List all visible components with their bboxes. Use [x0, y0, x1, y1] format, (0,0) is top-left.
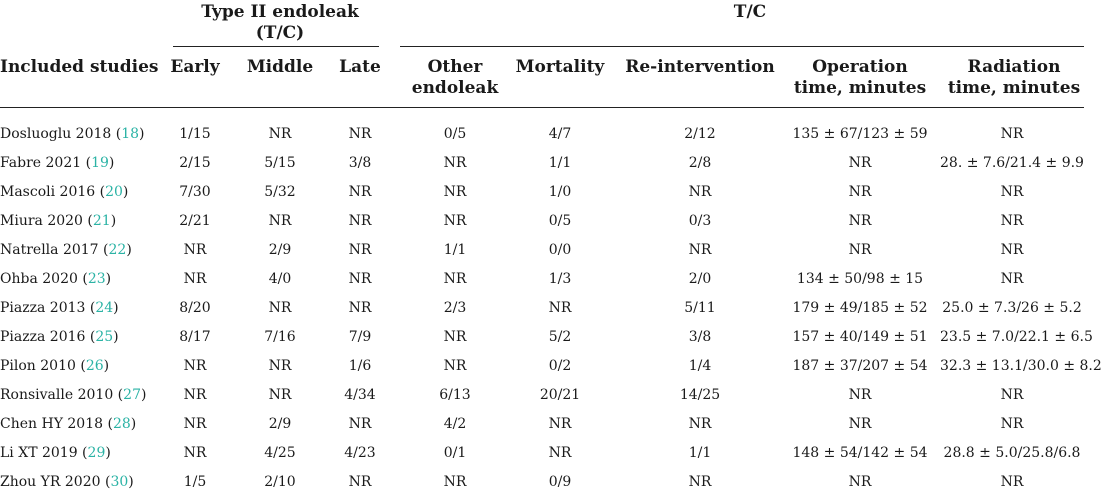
- cell-reint: NR: [688, 184, 712, 200]
- cell-mortality: NR: [548, 300, 572, 316]
- cell-operation: 148 ± 54/142 ± 54: [792, 445, 928, 461]
- reference-link[interactable]: 26: [85, 358, 104, 374]
- cell-reint: 2/12: [684, 126, 716, 142]
- group-header-tc: T/C: [733, 2, 767, 22]
- cell-study: Ronsivalle 2010 (27): [0, 387, 147, 403]
- cell-reint: 1/1: [688, 445, 712, 461]
- cell-other: NR: [443, 155, 467, 171]
- cell-early: NR: [183, 242, 207, 258]
- rule-tc-group: [400, 46, 1084, 47]
- cell-reint: NR: [688, 416, 712, 432]
- cell-other: NR: [443, 184, 467, 200]
- table-row: [0, 323, 1093, 352]
- study-name: Pilon 2010: [0, 358, 76, 374]
- cell-late: 1/6: [348, 358, 372, 374]
- table-row: [0, 178, 1084, 207]
- reference-link[interactable]: 24: [95, 300, 114, 316]
- cell-mortality: 5/2: [548, 329, 572, 345]
- reference-link[interactable]: 27: [123, 387, 141, 403]
- col-header-early: Early: [170, 57, 220, 77]
- table-row: [0, 439, 1084, 468]
- cell-operation: NR: [848, 155, 872, 171]
- study-name: Miura 2020: [0, 213, 83, 229]
- cell-reint: 3/8: [688, 329, 712, 345]
- reference-link[interactable]: 22: [108, 242, 127, 258]
- reference-link[interactable]: 28: [112, 416, 131, 432]
- reference-link[interactable]: 21: [92, 213, 111, 229]
- cell-operation: 135 ± 67/123 ± 59: [792, 126, 928, 142]
- col-header-radiation-line1: Radiation: [967, 57, 1061, 77]
- cell-early: NR: [183, 358, 207, 374]
- cell-early: 8/20: [179, 300, 211, 316]
- cell-reint: 1/4: [688, 358, 712, 374]
- reference-link[interactable]: 29: [87, 445, 106, 461]
- col-header-other-line1: Other: [427, 57, 483, 77]
- table-row: [0, 265, 1084, 294]
- table-row: [0, 236, 1084, 265]
- study-name: Dosluoglu 2018: [0, 126, 112, 142]
- cell-study: Li XT 2019 (29): [0, 445, 111, 461]
- cell-middle: 7/16: [264, 329, 296, 345]
- study-name: Fabre 2021: [0, 155, 82, 171]
- study-name: Piazza 2013: [0, 300, 86, 316]
- table-row: [0, 352, 1102, 381]
- cell-late: 4/34: [344, 387, 376, 403]
- cell-radiation: NR: [1000, 213, 1024, 229]
- cell-radiation: NR: [1000, 184, 1024, 200]
- cell-study: Miura 2020 (21): [0, 213, 117, 229]
- cell-radiation: 28.8 ± 5.0/25.8/6.8: [943, 445, 1081, 461]
- reference-link[interactable]: 25: [95, 329, 114, 345]
- cell-operation: 187 ± 37/207 ± 54: [792, 358, 928, 374]
- cell-operation: 134 ± 50/98 ± 15: [796, 271, 924, 287]
- cell-operation: NR: [848, 213, 872, 229]
- cell-early: 1/15: [179, 126, 211, 142]
- cell-study: Ohba 2020 (23): [0, 271, 112, 287]
- reference-link[interactable]: 19: [91, 155, 109, 171]
- cell-middle: 5/15: [264, 155, 296, 171]
- cell-early: 1/5: [183, 474, 207, 490]
- cell-operation: NR: [848, 387, 872, 403]
- cell-late: NR: [348, 271, 372, 287]
- cell-late: NR: [348, 126, 372, 142]
- table-row: [0, 410, 1084, 439]
- cell-radiation: 23.5 ± 7.0/22.1 ± 6.5: [940, 329, 1093, 345]
- cell-middle: NR: [268, 358, 292, 374]
- cell-early: NR: [183, 271, 207, 287]
- cell-reint: 0/3: [688, 213, 712, 229]
- study-name: Zhou YR 2020: [0, 474, 101, 490]
- group-header-type2-title: Type II endoleak: [201, 2, 359, 22]
- reference-link[interactable]: 18: [121, 126, 140, 142]
- cell-study: Mascoli 2016 (20): [0, 184, 129, 200]
- cell-late: NR: [348, 213, 372, 229]
- cell-early: 2/15: [179, 155, 211, 171]
- cell-mortality: 0/0: [548, 242, 572, 258]
- study-name: Piazza 2016: [0, 329, 86, 345]
- reference-link[interactable]: 30: [110, 474, 129, 490]
- cell-study: Natrella 2017 (22): [0, 242, 132, 258]
- col-header-middle: Middle: [246, 57, 314, 77]
- cell-reint: 5/11: [684, 300, 716, 316]
- group-header-type2-endoleak: [175, 2, 385, 44]
- cell-other: 4/2: [443, 416, 467, 432]
- cell-reint: 2/8: [688, 155, 712, 171]
- cell-middle: 2/9: [268, 416, 292, 432]
- study-name: Ronsivalle 2010: [0, 387, 114, 403]
- cell-other: 0/1: [443, 445, 467, 461]
- cell-other: NR: [443, 329, 467, 345]
- cell-mortality: 4/7: [548, 126, 572, 142]
- cell-radiation: NR: [1000, 271, 1024, 287]
- cell-middle: 2/10: [264, 474, 296, 490]
- cell-middle: 2/9: [268, 242, 292, 258]
- study-name: Li XT 2019: [0, 445, 78, 461]
- cell-other: 2/3: [443, 300, 467, 316]
- cell-study: Fabre 2021 (19): [0, 155, 115, 171]
- cell-middle: NR: [268, 126, 292, 142]
- rule-header-bottom: [0, 107, 1084, 108]
- cell-other: 0/5: [443, 126, 467, 142]
- cell-mortality: 1/1: [548, 155, 572, 171]
- table-row: [0, 381, 1084, 410]
- col-header-radiation-line2: time, minutes: [947, 78, 1081, 98]
- cell-operation: NR: [848, 184, 872, 200]
- study-name: Mascoli 2016: [0, 184, 96, 200]
- rule-type2-group: [173, 46, 379, 47]
- cell-study: Dosluoglu 2018 (18): [0, 126, 145, 142]
- cell-other: NR: [443, 358, 467, 374]
- cell-study: Piazza 2016 (25): [0, 329, 119, 345]
- cell-radiation: NR: [1000, 387, 1024, 403]
- cell-middle: 4/0: [268, 271, 292, 287]
- cell-mortality: NR: [548, 416, 572, 432]
- cell-early: NR: [183, 416, 207, 432]
- cell-radiation: NR: [1000, 416, 1024, 432]
- cell-early: NR: [183, 445, 207, 461]
- cell-early: NR: [183, 387, 207, 403]
- cell-operation: NR: [848, 242, 872, 258]
- cell-radiation: 28. ± 7.6/21.4 ± 9.9: [940, 155, 1084, 171]
- cell-middle: 4/25: [264, 445, 296, 461]
- col-header-operation-time: [790, 57, 930, 99]
- cell-late: NR: [348, 184, 372, 200]
- cell-early: 7/30: [179, 184, 211, 200]
- cell-study: Chen HY 2018 (28): [0, 416, 137, 432]
- table-row: [0, 468, 1084, 497]
- cell-middle: 5/32: [264, 184, 296, 200]
- cell-radiation: NR: [1000, 474, 1024, 490]
- cell-operation: 179 ± 49/185 ± 52: [792, 300, 928, 316]
- cell-late: 4/23: [344, 445, 376, 461]
- reference-link[interactable]: 23: [87, 271, 106, 287]
- table-row: [0, 120, 1084, 149]
- cell-late: NR: [348, 242, 372, 258]
- cell-late: NR: [348, 300, 372, 316]
- cell-early: 8/17: [179, 329, 211, 345]
- cell-mortality: NR: [548, 445, 572, 461]
- reference-link[interactable]: 20: [105, 184, 123, 200]
- cell-late: NR: [348, 474, 372, 490]
- col-header-re-intervention: Re-intervention: [625, 57, 775, 77]
- cell-radiation: NR: [1000, 126, 1024, 142]
- col-header-late: Late: [339, 57, 381, 77]
- cell-other: NR: [443, 213, 467, 229]
- col-header-radiation-time: [944, 57, 1084, 99]
- table-row: [0, 149, 1084, 178]
- cell-middle: NR: [268, 213, 292, 229]
- cell-mortality: 0/5: [548, 213, 572, 229]
- cell-operation: 157 ± 40/149 ± 51: [792, 329, 928, 345]
- col-header-other-endoleak: [405, 57, 505, 99]
- cell-operation: NR: [848, 416, 872, 432]
- col-header-mortality: Mortality: [515, 57, 605, 77]
- cell-study: Zhou YR 2020 (30): [0, 474, 134, 490]
- cell-other: 1/1: [443, 242, 467, 258]
- cell-late: NR: [348, 416, 372, 432]
- cell-other: NR: [443, 271, 467, 287]
- cell-other: 6/13: [439, 387, 471, 403]
- cell-reint: NR: [688, 242, 712, 258]
- col-header-operation-line2: time, minutes: [793, 78, 927, 98]
- cell-operation: NR: [848, 474, 872, 490]
- cell-reint: 2/0: [688, 271, 712, 287]
- cell-mortality: 0/2: [548, 358, 572, 374]
- cell-mortality: 0/9: [548, 474, 572, 490]
- cell-early: 2/21: [179, 213, 211, 229]
- table-row: [0, 294, 1084, 323]
- study-name: Ohba 2020: [0, 271, 78, 287]
- col-header-operation-line1: Operation: [812, 57, 908, 77]
- table-row: [0, 207, 1084, 236]
- cell-reint: NR: [688, 474, 712, 490]
- cell-middle: NR: [268, 387, 292, 403]
- col-header-included-studies: Included studies: [0, 57, 159, 77]
- study-name: Natrella 2017: [0, 242, 99, 258]
- cell-late: 3/8: [348, 155, 372, 171]
- cell-other: NR: [443, 474, 467, 490]
- cell-middle: NR: [268, 300, 292, 316]
- cell-mortality: 1/0: [548, 184, 572, 200]
- cell-radiation: 25.0 ± 7.3/26 ± 5.2: [942, 300, 1082, 316]
- cell-radiation: 32.3 ± 13.1/30.0 ± 8.2: [940, 358, 1102, 374]
- col-header-other-line2: endoleak: [411, 78, 499, 98]
- cell-late: 7/9: [348, 329, 372, 345]
- cell-study: Pilon 2010 (26): [0, 358, 110, 374]
- study-name: Chen HY 2018: [0, 416, 104, 432]
- cell-radiation: NR: [1000, 242, 1024, 258]
- cell-reint: 14/25: [679, 387, 721, 403]
- cell-mortality: 20/21: [539, 387, 581, 403]
- cell-study: Piazza 2013 (24): [0, 300, 119, 316]
- cell-mortality: 1/3: [548, 271, 572, 287]
- group-header-type2-subtitle: (T/C): [255, 23, 305, 43]
